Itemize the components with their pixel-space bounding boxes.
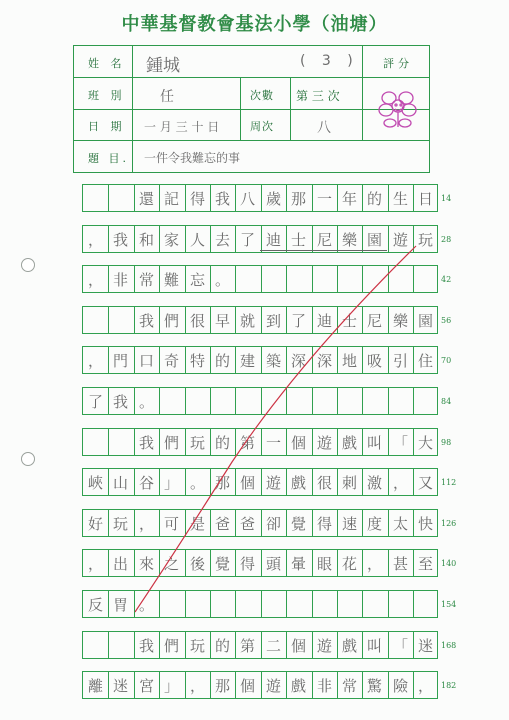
class-label: 班 別 xyxy=(88,89,126,102)
char-count-marker: 112 xyxy=(441,478,457,487)
handwritten-char: 速 xyxy=(341,515,357,533)
count-label: 次數 xyxy=(250,89,274,102)
handwritten-char: 那 xyxy=(290,190,306,208)
handwritten-char: 是 xyxy=(189,515,205,533)
handwritten-char: 頭 xyxy=(265,555,281,573)
handwritten-char: 早 xyxy=(214,312,230,330)
handwritten-char: 到 xyxy=(265,312,281,330)
handwritten-char: 得 xyxy=(189,190,205,208)
handwritten-char: 八 xyxy=(239,190,255,208)
handwritten-char: ， xyxy=(87,231,103,249)
handwritten-char: 們 xyxy=(163,312,179,330)
week-value: 八 xyxy=(317,120,331,136)
handwritten-char: 驚 xyxy=(366,677,382,695)
handwritten-char: 爸 xyxy=(239,515,255,533)
handwritten-char: 玩 xyxy=(417,231,433,249)
count-value: 第 三 次 xyxy=(296,89,340,103)
handwritten-char: 那 xyxy=(214,677,230,695)
handwritten-char: 快 xyxy=(417,515,433,533)
handwritten-char: 出 xyxy=(112,555,128,573)
class-number: ( 3 ) xyxy=(300,53,359,69)
char-count-marker: 182 xyxy=(441,681,457,690)
handwritten-char: 去 xyxy=(214,231,230,249)
handwritten-char: 谷 xyxy=(138,474,154,492)
handwritten-char: 深 xyxy=(316,352,332,370)
handwritten-char: 們 xyxy=(163,637,179,655)
school-title: 中華基督教會基法小學（油塘） xyxy=(121,14,388,35)
char-count-marker: 42 xyxy=(441,275,452,284)
handwritten-char: 。 xyxy=(214,271,230,289)
char-count-marker: 56 xyxy=(441,316,452,325)
handwritten-char: 樂 xyxy=(341,231,357,249)
handwritten-char: 激 xyxy=(366,474,382,492)
handwritten-char: 難 xyxy=(163,271,179,289)
handwritten-char: 就 xyxy=(239,312,255,330)
handwritten-char: 園 xyxy=(366,231,382,249)
handwritten-char: ， xyxy=(417,677,433,695)
handwritten-char: 第 xyxy=(239,434,255,452)
handwritten-char: 我 xyxy=(138,434,154,452)
handwritten-char: 覺 xyxy=(214,555,230,573)
handwritten-char: 奇 xyxy=(163,352,179,370)
handwritten-char: 甚 xyxy=(392,555,408,573)
handwritten-char: 樂 xyxy=(392,312,408,330)
handwritten-char: 險 xyxy=(392,677,408,695)
handwritten-char: 戲 xyxy=(290,474,306,492)
char-count-marker: 168 xyxy=(441,641,457,650)
handwritten-char: 大 xyxy=(417,434,433,452)
handwritten-char: 尼 xyxy=(366,312,382,330)
handwritten-char: 歲 xyxy=(265,190,281,208)
handwritten-char: 築 xyxy=(265,352,281,370)
handwritten-char: ， xyxy=(87,555,103,573)
handwritten-char: 迪 xyxy=(265,231,281,249)
handwritten-char: 叫 xyxy=(366,637,382,655)
handwritten-char: 叫 xyxy=(366,434,382,452)
handwritten-char: 士 xyxy=(341,312,357,330)
handwritten-char: 了 xyxy=(239,231,255,249)
handwritten-char: 反 xyxy=(87,596,103,614)
handwritten-char: 個 xyxy=(239,677,255,695)
handwritten-char: 的 xyxy=(214,434,230,452)
handwritten-char: 年 xyxy=(341,190,357,208)
handwritten-char: ， xyxy=(392,474,408,492)
handwritten-char: 迪 xyxy=(316,312,332,330)
char-count-marker: 28 xyxy=(441,235,452,244)
handwritten-char: 。 xyxy=(138,393,154,411)
handwritten-char: ， xyxy=(138,515,154,533)
handwritten-char: 來 xyxy=(138,555,154,573)
handwritten-char: 「 xyxy=(392,434,408,452)
handwritten-char: 引 xyxy=(392,352,408,370)
handwritten-char: 我 xyxy=(214,190,230,208)
handwritten-char: 那 xyxy=(214,474,230,492)
handwritten-char: 宮 xyxy=(138,677,154,695)
handwritten-char: 非 xyxy=(112,271,128,289)
handwritten-char: 住 xyxy=(417,352,433,370)
handwritten-char: 迷 xyxy=(112,677,128,695)
handwritten-char: 特 xyxy=(189,352,205,370)
handwritten-char: 門 xyxy=(112,352,128,370)
handwritten-char: 」 xyxy=(163,677,179,695)
handwritten-char: 之 xyxy=(163,555,179,573)
char-count-marker: 70 xyxy=(441,356,452,365)
handwritten-char: 生 xyxy=(392,190,408,208)
handwritten-char: 建 xyxy=(239,352,255,370)
handwritten-char: 很 xyxy=(316,474,332,492)
handwritten-char: 我 xyxy=(112,231,128,249)
handwritten-char: 士 xyxy=(290,231,306,249)
class-value: 任 xyxy=(160,89,174,105)
handwritten-char: 的 xyxy=(366,190,382,208)
handwritten-char: 遊 xyxy=(265,677,281,695)
handwritten-char: 第 xyxy=(239,637,255,655)
handwritten-char: 的 xyxy=(214,352,230,370)
handwritten-char: ， xyxy=(366,555,382,573)
handwritten-char: 的 xyxy=(214,637,230,655)
handwritten-char: 個 xyxy=(290,434,306,452)
handwritten-char: 尼 xyxy=(316,231,332,249)
char-count-marker: 98 xyxy=(441,438,452,447)
proper-noun-underline xyxy=(260,250,387,251)
handwritten-char: 覺 xyxy=(290,515,306,533)
handwritten-char: 忘 xyxy=(189,271,205,289)
handwritten-char: 得 xyxy=(316,515,332,533)
handwritten-char: 迷 xyxy=(417,637,433,655)
handwritten-char: 吸 xyxy=(366,352,382,370)
handwritten-char: 了 xyxy=(87,393,103,411)
handwritten-char: 峽 xyxy=(87,474,103,492)
handwritten-char: 胃 xyxy=(112,596,128,614)
handwritten-char: 花 xyxy=(341,555,357,573)
handwritten-char: 遊 xyxy=(316,637,332,655)
handwritten-char: 度 xyxy=(366,515,382,533)
handwritten-char: 戲 xyxy=(341,637,357,655)
handwritten-char: 得 xyxy=(239,555,255,573)
date-value: 一 月 三 十 日 xyxy=(144,120,220,134)
handwritten-char: 家 xyxy=(163,231,179,249)
handwritten-char: 常 xyxy=(341,677,357,695)
handwritten-char: 很 xyxy=(189,312,205,330)
handwritten-char: 個 xyxy=(239,474,255,492)
handwritten-char: 記 xyxy=(163,190,179,208)
handwritten-char: 人 xyxy=(189,231,205,249)
handwritten-char: 二 xyxy=(265,637,281,655)
handwritten-char: 常 xyxy=(138,271,154,289)
handwritten-char: 眼 xyxy=(316,555,332,573)
handwritten-char: 「 xyxy=(392,637,408,655)
char-count-marker: 84 xyxy=(441,397,452,406)
handwritten-char: 後 xyxy=(189,555,205,573)
handwritten-char: 一 xyxy=(316,190,332,208)
handwritten-char: 戲 xyxy=(290,677,306,695)
handwritten-char: ， xyxy=(189,677,205,695)
handwritten-char: 戲 xyxy=(341,434,357,452)
handwritten-char: 和 xyxy=(138,231,154,249)
handwritten-char: 遊 xyxy=(316,434,332,452)
handwritten-char: 個 xyxy=(290,637,306,655)
handwritten-char: 了 xyxy=(290,312,306,330)
char-count-marker: 126 xyxy=(441,519,457,528)
handwritten-char: 非 xyxy=(316,677,332,695)
handwritten-char: 深 xyxy=(290,352,306,370)
handwritten-char: 遊 xyxy=(392,231,408,249)
week-label: 周次 xyxy=(250,120,274,133)
handwritten-char: 離 xyxy=(87,677,103,695)
handwritten-char: ， xyxy=(87,352,103,370)
handwritten-char: 太 xyxy=(392,515,408,533)
handwritten-char: 。 xyxy=(189,474,205,492)
handwritten-char: 遊 xyxy=(265,474,281,492)
handwritten-char: 我 xyxy=(138,312,154,330)
handwritten-char: 玩 xyxy=(189,434,205,452)
topic-value: 一件令我難忘的事 xyxy=(144,151,241,165)
handwritten-char: 暈 xyxy=(290,555,306,573)
handwritten-char: 我 xyxy=(112,393,128,411)
char-count-marker: 140 xyxy=(441,559,457,568)
handwritten-char: 卻 xyxy=(265,515,281,533)
handwritten-char: 玩 xyxy=(112,515,128,533)
handwritten-char: 們 xyxy=(163,434,179,452)
handwritten-char: 地 xyxy=(341,352,357,370)
handwritten-char: 玩 xyxy=(189,637,205,655)
handwritten-char: 又 xyxy=(417,474,433,492)
handwritten-char: 爸 xyxy=(214,515,230,533)
char-count-marker: 154 xyxy=(441,600,457,609)
handwritten-char: 刺 xyxy=(341,474,357,492)
handwritten-char: 山 xyxy=(112,474,128,492)
date-label: 日 期 xyxy=(88,120,126,133)
handwritten-char: 我 xyxy=(138,637,154,655)
handwritten-char: 至 xyxy=(417,555,433,573)
name-label: 姓 名 xyxy=(88,57,126,70)
topic-label: 題 目. xyxy=(88,152,129,165)
handwritten-char: 園 xyxy=(417,312,433,330)
handwritten-char: 可 xyxy=(163,515,179,533)
handwritten-char: 」 xyxy=(163,474,179,492)
handwritten-char: 好 xyxy=(87,515,103,533)
handwritten-char: 口 xyxy=(138,352,154,370)
handwritten-char: ， xyxy=(87,271,103,289)
char-count-marker: 14 xyxy=(441,194,452,203)
handwritten-char: 一 xyxy=(265,434,281,452)
student-name: 鍾城 xyxy=(146,56,180,76)
handwritten-char: 還 xyxy=(138,190,154,208)
handwritten-char: 日 xyxy=(417,190,433,208)
score-label: 評分 xyxy=(383,57,413,70)
handwritten-char: 。 xyxy=(138,596,154,614)
